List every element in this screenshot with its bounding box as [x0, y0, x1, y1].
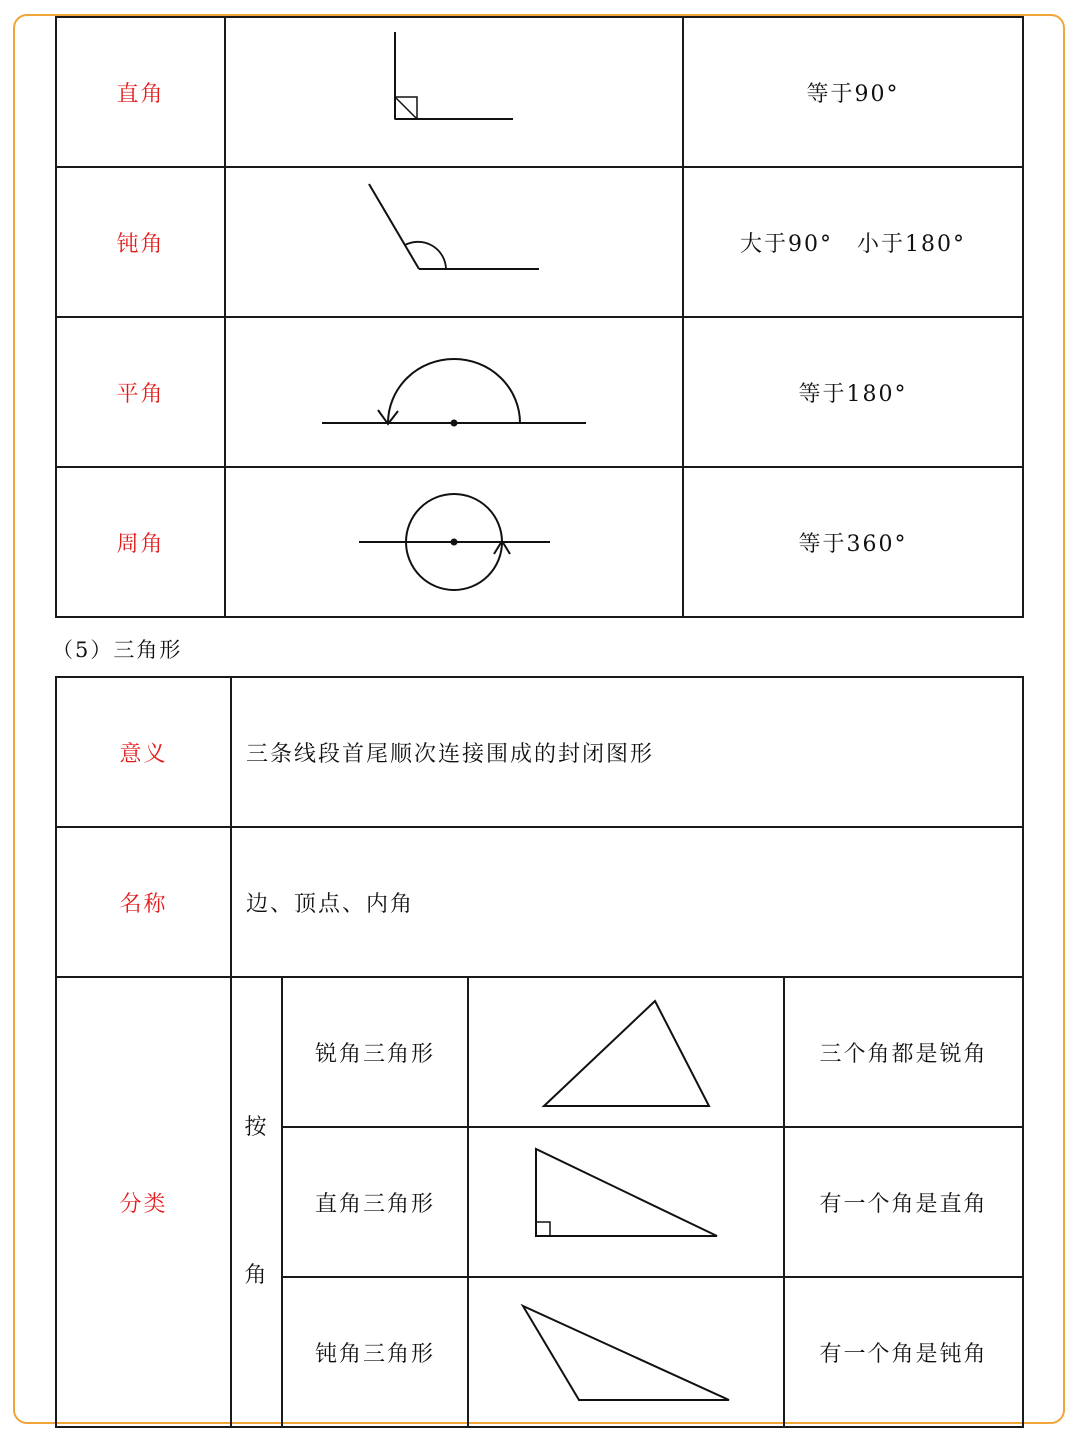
- angle-name: 周角: [56, 467, 225, 617]
- angle-measure: 等于180°: [683, 317, 1023, 467]
- angle-measure: 等于90°: [683, 17, 1023, 167]
- table-row: [56, 827, 1023, 977]
- triangle-type-desc: 三个角都是锐角: [784, 977, 1023, 1127]
- right-angle-icon: [225, 17, 683, 167]
- angle-name: 直角: [56, 17, 225, 167]
- angle-table: [55, 16, 1024, 618]
- meaning-label: 意义: [56, 677, 231, 827]
- triangle-type-desc: 有一个角是直角: [784, 1127, 1023, 1277]
- obtuse-angle-icon: [225, 167, 683, 317]
- angle-measure: 等于360°: [683, 467, 1023, 617]
- table-row: [56, 17, 1023, 167]
- section-title: （5）三角形: [52, 638, 183, 662]
- right-triangle-icon: [468, 1127, 784, 1277]
- by-angle-label: [231, 977, 282, 1427]
- triangle-type-desc: 有一个角是钝角: [784, 1277, 1023, 1427]
- by-angle-char: 角: [244, 1263, 269, 1288]
- table-row: [56, 467, 1023, 617]
- name-label: 名称: [56, 827, 231, 977]
- table-row: [56, 677, 1023, 827]
- table-row: [56, 317, 1023, 467]
- meaning-text: 三条线段首尾顺次连接围成的封闭图形: [231, 677, 1023, 827]
- by-angle-char: 按: [244, 1115, 269, 1140]
- angle-name: 钝角: [56, 167, 225, 317]
- triangle-table: [55, 676, 1024, 1428]
- full-angle-icon: [225, 467, 683, 617]
- triangle-type-name: 锐角三角形: [282, 977, 468, 1127]
- obtuse-triangle-icon: [468, 1277, 784, 1427]
- straight-angle-icon: [225, 317, 683, 467]
- triangle-type-name: 钝角三角形: [282, 1277, 468, 1427]
- angle-measure: 大于90° 小于180°: [683, 167, 1023, 317]
- name-text: 边、顶点、内角: [231, 827, 1023, 977]
- classify-label: 分类: [56, 977, 231, 1427]
- table-row: [56, 167, 1023, 317]
- table-row: [56, 977, 1023, 1127]
- triangle-type-name: 直角三角形: [282, 1127, 468, 1277]
- angle-name: 平角: [56, 317, 225, 467]
- acute-triangle-icon: [468, 977, 784, 1127]
